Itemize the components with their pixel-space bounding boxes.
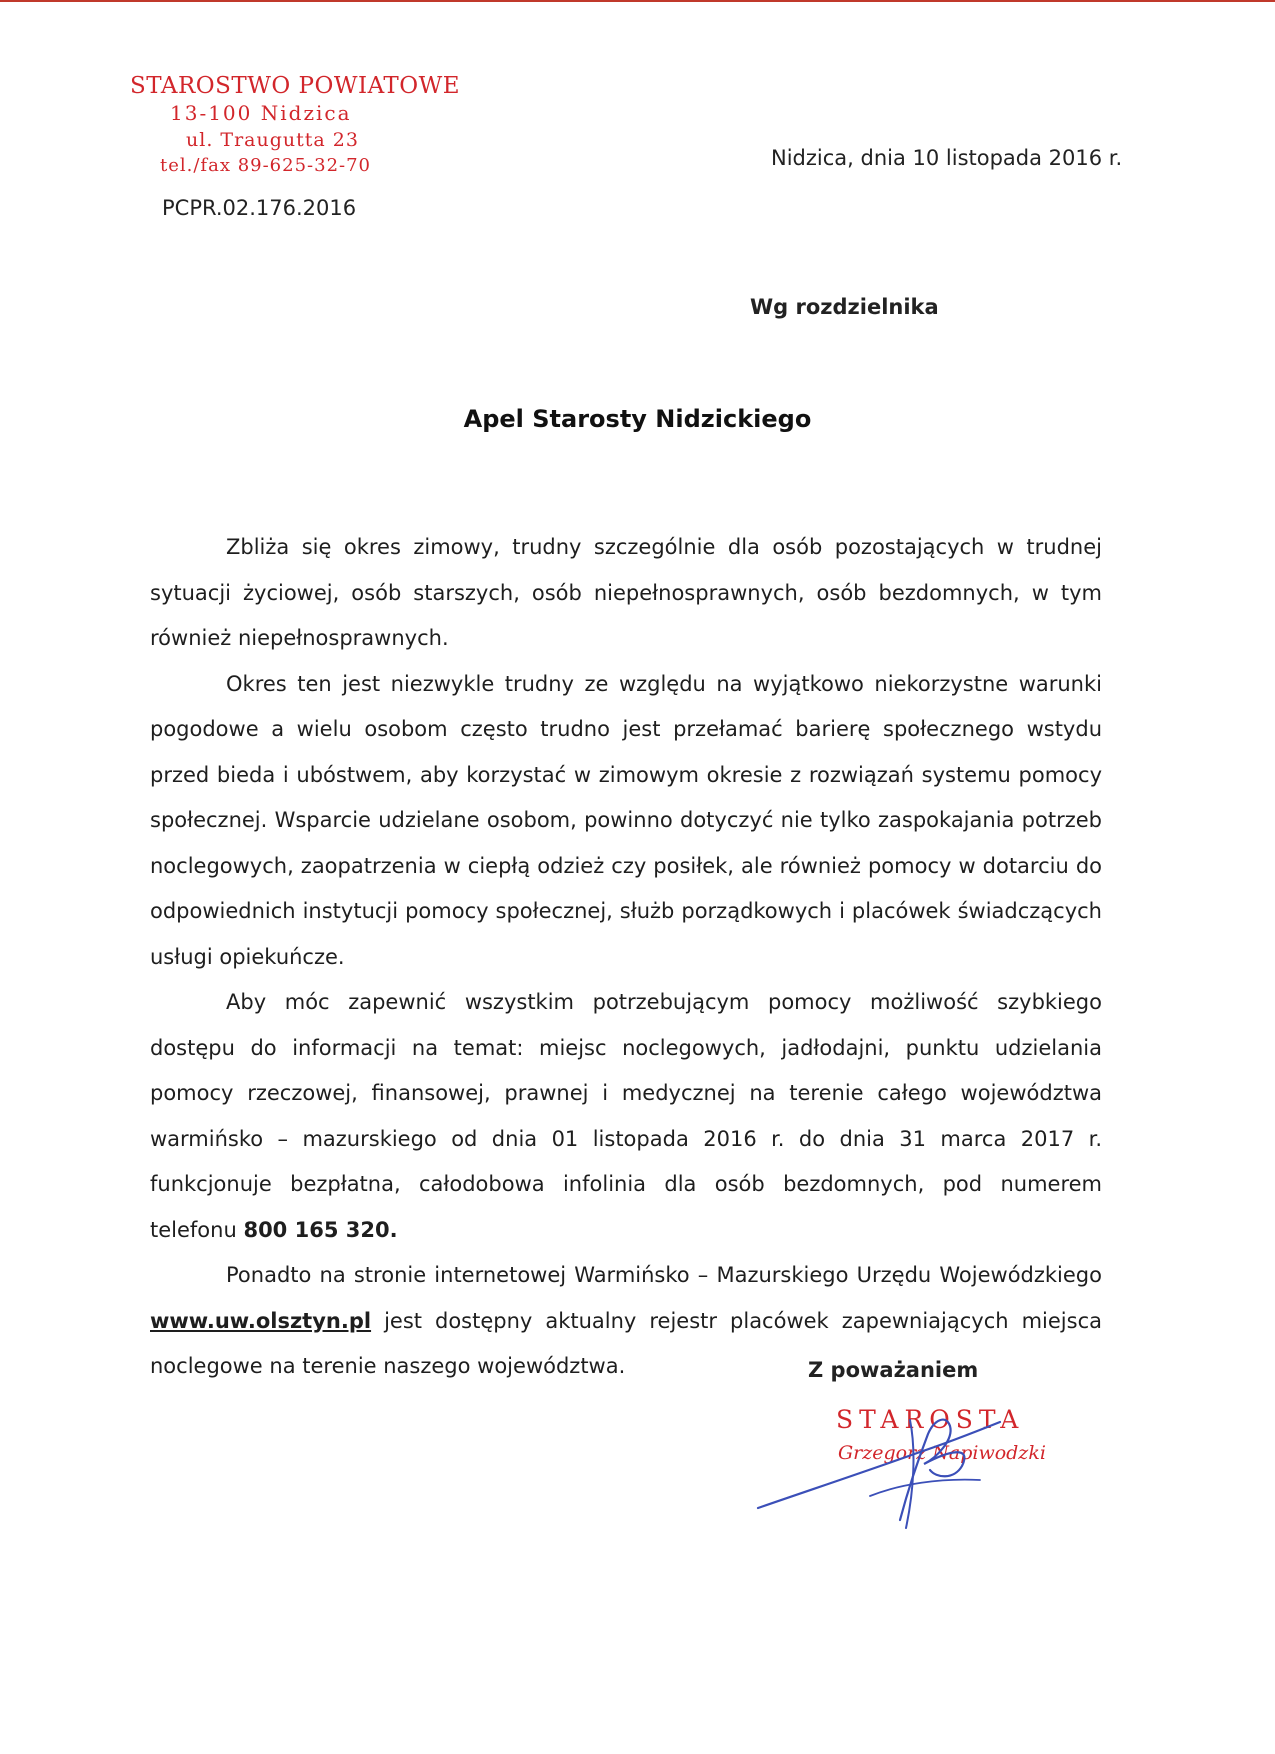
letter-title: Apel Starosty Nidzickiego xyxy=(463,405,812,433)
paragraph-1: Zbliża się okres zimowy, trudny szczególnie dla osób pozostających w trudnej sytuacji życiowej, osób starszych, osób niepełnosprawnych, osób bezdomnych, w tym również niepełnosprawnych. xyxy=(150,535,1102,650)
website-link[interactable]: www.uw.olsztyn.pl xyxy=(150,1308,372,1333)
letter-body xyxy=(150,525,1102,1390)
stamp-line-postcode: 13-100 Nidzica xyxy=(170,101,352,125)
paragraph-4-text: Ponadto na stronie internetowej Warmińsko – Mazurskiego Urzędu Wojewódzkiego xyxy=(226,1263,1102,1287)
paragraph-4-rest: jest dostępny aktualny rejestr placówek zapewniających miejsca noclegowe na terenie naszego województwa. xyxy=(150,1308,1102,1378)
closing-salutation: Z poważaniem xyxy=(808,1358,979,1382)
paragraph-3-text: Aby móc zapewnić wszystkim potrzebującym pomocy możliwość szybkiego dostępu do informacji na temat: miejsc noclegowych, jadłodajni, punktu udzielania pomocy rzeczowej, finansowej, prawnej i medycznej na terenie całego województwa warmińsko – mazurskiego od dnia 01 listopada 2016 r. do dnia 31 marca 2017 r. funkcjonuje bezpłatna, całodobowa infolinia dla osób bezdomnych, pod numerem telefonu xyxy=(150,990,1102,1242)
signature-stamp-name: Grzegorz Napiwodzki xyxy=(838,1442,1046,1464)
stamp-line-name: STAROSTWO POWIATOWE xyxy=(130,73,461,99)
reference-number: PCPR.02.176.2016 xyxy=(162,196,357,220)
stamp-line-phone: tel./fax 89-625-32-70 xyxy=(160,155,372,176)
letter-date: Nidzica, dnia 10 listopada 2016 r. xyxy=(771,146,1123,170)
signature-stamp-title: STAROSTA xyxy=(836,1405,1025,1434)
paragraph-2: Okres ten jest niezwykle trudny ze względu na wyjątkowo niekorzystne warunki pogodowe a wielu osobom często trudno jest przełamać barierę społecznego wstydu przed bieda i ubóstwem, aby korzystać w zimowym okresie z rozwiązań systemu pomocy społecznej. Wsparcie udzielane osobom, powinno dotyczyć nie tylko zaspokajania potrzeb noclegowych, zaopatrzenia w ciepłą odzież czy posiłek, ale również pomocy w dotarciu do odpowiednich instytucji pomocy społecznej, służb porządkowych i placówek świadczących usługi opiekuńcze. xyxy=(150,671,1102,969)
stamp-line-street: ul. Traugutta 23 xyxy=(186,129,359,151)
paragraph-3 xyxy=(150,980,1102,1253)
handwritten-signature xyxy=(750,1400,1080,1540)
addressee: Wg rozdzielnika xyxy=(750,295,939,319)
helpline-number: 800 165 320. xyxy=(243,1217,398,1242)
top-edge-line xyxy=(0,0,1275,2)
office-stamp xyxy=(130,72,460,179)
